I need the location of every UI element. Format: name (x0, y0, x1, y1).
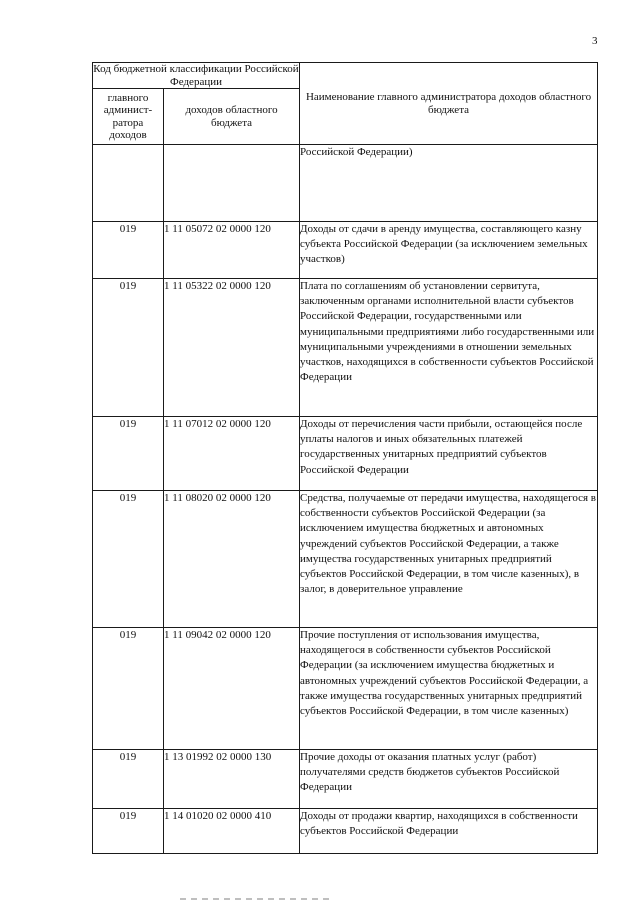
revenue-code-cell: 1 14 01020 02 0000 410 (164, 809, 300, 854)
table-row (93, 222, 598, 279)
revenue-name-cell: Российской Федерации) (300, 145, 598, 222)
revenue-name-cell: Доходы от сдачи в аренду имущества, составляющего казну субъекта Российской Федерации (за исключением земельных участков) (300, 222, 598, 279)
revenue-name-cell: Средства, получаемые от передачи имущества, находящегося в собственности субъектов Российской Федерации (за исключением имущества бюджетных и автономных учреждений субъектов Российской Федерации, а также имущества государственных унитарных предприятий субъектов Российской Федерации, в том числе казенных), в залог, в доверительное управление (300, 491, 598, 628)
admin-code-cell (93, 145, 164, 222)
table-row (93, 145, 598, 222)
revenue-name-cell: Прочие доходы от оказания платных услуг (работ) получателями средств бюджетов субъектов Российской Федерации (300, 750, 598, 809)
revenue-name-cell: Прочие поступления от использования имущества, находящегося в собственности субъектов Российской Федерации (за исключением имущества бюджетных и автономных учреждений субъектов Российской Федерации, а также имущества государственных унитарных предприятий субъектов Российской Федерации, в том числе казенных) (300, 628, 598, 750)
table-body (93, 145, 598, 854)
admin-code-cell: 019 (93, 491, 164, 628)
table-row (93, 628, 598, 750)
revenue-code-cell: 1 13 01992 02 0000 130 (164, 750, 300, 809)
table-row (93, 491, 598, 628)
header-regional-budget-revenue: доходов областного бюджета (164, 89, 300, 145)
admin-code-cell: 019 (93, 222, 164, 279)
page-number: 3 (592, 35, 598, 47)
admin-code-cell: 019 (93, 417, 164, 491)
revenue-name-cell: Плата по соглашениям об установлении сервитута, заключенным органами исполнительной власти субъектов Российской Федерации, государственными или муниципальными предприятиями либо государственными или муниципальными учреждениями в отношении земельных участков, находящихся в собственности субъектов Российской Федерации (300, 279, 598, 417)
admin-code-cell: 019 (93, 750, 164, 809)
table-row (93, 809, 598, 854)
table-row (93, 417, 598, 491)
admin-code-cell: 019 (93, 628, 164, 750)
table-header (93, 63, 598, 145)
table-row (93, 750, 598, 809)
admin-code-cell: 019 (93, 809, 164, 854)
revenue-code-cell (164, 145, 300, 222)
header-administrator-name: Наименование главного администратора доходов областного бюджета (300, 63, 598, 145)
revenue-code-cell: 1 11 08020 02 0000 120 (164, 491, 300, 628)
header-main-administrator: главного админист-ратора доходов (93, 89, 164, 145)
table-row (93, 279, 598, 417)
admin-code-cell: 019 (93, 279, 164, 417)
revenue-name-cell: Доходы от перечисления части прибыли, остающейся после уплаты налогов и иных обязательных платежей государственных унитарных предприятий субъектов Российской Федерации (300, 417, 598, 491)
revenue-code-cell: 1 11 05072 02 0000 120 (164, 222, 300, 279)
revenue-code-cell: 1 11 07012 02 0000 120 (164, 417, 300, 491)
header-budget-classification-code: Код бюджетной классификации Российской Федерации (93, 63, 299, 88)
scan-artifact (180, 898, 330, 900)
revenue-code-cell: 1 11 05322 02 0000 120 (164, 279, 300, 417)
revenue-name-cell: Доходы от продажи квартир, находящихся в собственности субъектов Российской Федерации (300, 809, 598, 854)
revenue-code-cell: 1 11 09042 02 0000 120 (164, 628, 300, 750)
budget-classification-table (92, 62, 598, 854)
